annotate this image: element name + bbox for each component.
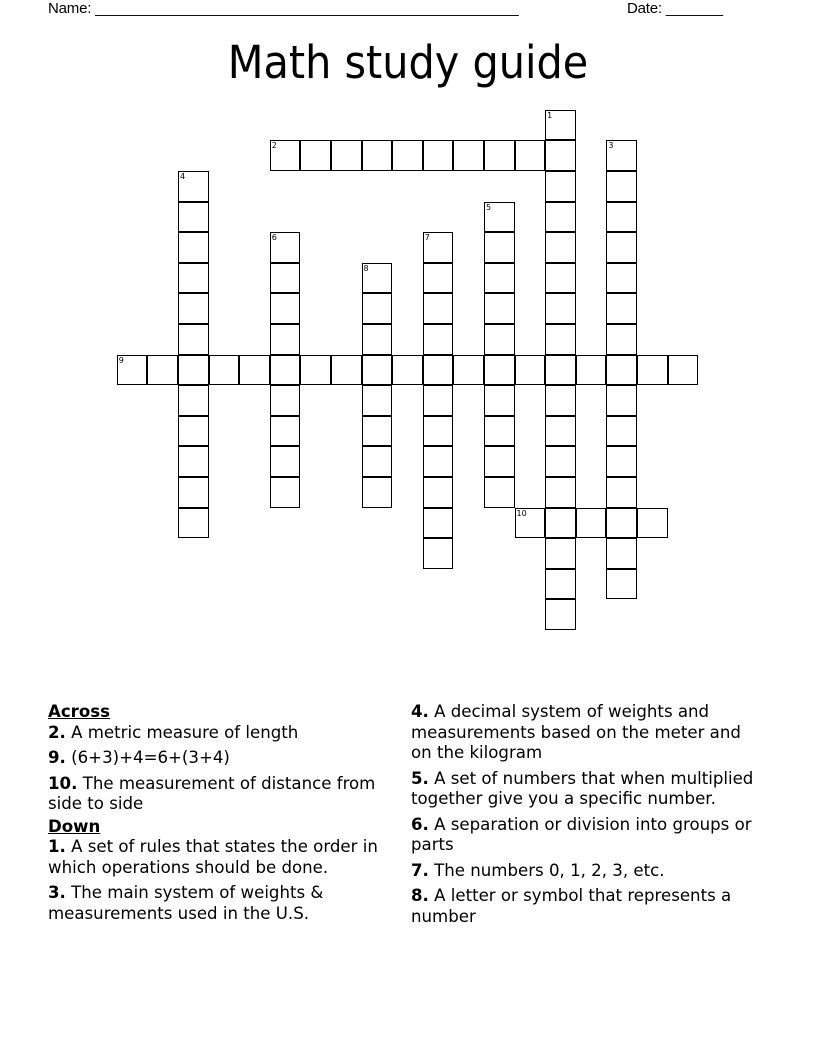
- clue-down-1: [48, 837, 398, 878]
- grid-cell[interactable]: [270, 324, 301, 355]
- grid-cell[interactable]: [545, 416, 576, 447]
- grid-cell[interactable]: [576, 355, 607, 386]
- grid-cell[interactable]: [362, 293, 393, 324]
- clue-number: 6.: [411, 814, 429, 834]
- grid-cell[interactable]: [484, 140, 515, 171]
- grid-cell[interactable]: [178, 416, 209, 447]
- grid-cell[interactable]: [545, 171, 576, 202]
- across-heading: Across: [48, 702, 111, 721]
- grid-cell[interactable]: [484, 202, 515, 233]
- grid-cell[interactable]: [545, 446, 576, 477]
- grid-cell[interactable]: [362, 263, 393, 294]
- grid-cell[interactable]: [270, 293, 301, 324]
- grid-cell[interactable]: [423, 140, 454, 171]
- cell-number: 8: [363, 263, 369, 273]
- grid-cell[interactable]: [178, 232, 209, 263]
- cell-number: 7: [424, 233, 430, 243]
- grid-cell[interactable]: [637, 508, 668, 539]
- grid-cell[interactable]: [606, 202, 637, 233]
- cell-number: 3: [608, 141, 614, 151]
- grid-cell[interactable]: [545, 293, 576, 324]
- cell-number: 1: [547, 110, 553, 120]
- grid-cell[interactable]: [209, 355, 240, 386]
- grid-cell[interactable]: [484, 385, 515, 416]
- clue-number: 7.: [411, 860, 429, 880]
- name-label: Name:: [48, 0, 92, 17]
- grid-cell[interactable]: [270, 477, 301, 508]
- grid-cell[interactable]: [484, 355, 515, 386]
- grid-cell[interactable]: [178, 171, 209, 202]
- grid-cell[interactable]: [178, 385, 209, 416]
- grid-cell[interactable]: [423, 508, 454, 539]
- grid-cell[interactable]: [606, 385, 637, 416]
- grid-cell[interactable]: [270, 416, 301, 447]
- cell-number: 6: [271, 233, 277, 243]
- grid-cell[interactable]: [178, 293, 209, 324]
- grid-cell[interactable]: [606, 171, 637, 202]
- grid-cell[interactable]: [453, 355, 484, 386]
- grid-cell[interactable]: [362, 355, 393, 386]
- clue-text: A decimal system of weights and measurements based on the meter and on the kilogram: [411, 702, 741, 762]
- grid-cell[interactable]: [423, 324, 454, 355]
- clue-down-4: [411, 702, 761, 764]
- grid-cell[interactable]: [545, 140, 576, 171]
- grid-cell[interactable]: [331, 355, 362, 386]
- grid-cell[interactable]: [545, 477, 576, 508]
- grid-cell[interactable]: [545, 263, 576, 294]
- grid-cell[interactable]: [423, 355, 454, 386]
- grid-cell[interactable]: [362, 140, 393, 171]
- clue-text: A letter or symbol that represents a number: [411, 886, 732, 926]
- clue-down-7: [411, 861, 761, 882]
- grid-cell[interactable]: [423, 293, 454, 324]
- grid-cell[interactable]: [545, 599, 576, 630]
- grid-cell[interactable]: [545, 569, 576, 600]
- grid-cell[interactable]: [270, 385, 301, 416]
- grid-cell[interactable]: [178, 324, 209, 355]
- grid-cell[interactable]: [362, 385, 393, 416]
- page-title: Math study guide: [227, 36, 589, 89]
- clues-right-column: [411, 702, 761, 932]
- grid-cell[interactable]: [484, 416, 515, 447]
- grid-cell[interactable]: [270, 355, 301, 386]
- grid-cell[interactable]: [362, 324, 393, 355]
- clues-left-column: [48, 702, 398, 929]
- grid-cell[interactable]: [545, 538, 576, 569]
- grid-cell[interactable]: [545, 202, 576, 233]
- date-label: Date:: [627, 0, 662, 17]
- grid-cell[interactable]: [423, 477, 454, 508]
- clue-across-9: [48, 748, 398, 769]
- grid-cell[interactable]: [178, 202, 209, 233]
- grid-cell[interactable]: [545, 110, 576, 141]
- grid-cell[interactable]: [392, 355, 423, 386]
- cell-number: 2: [271, 141, 277, 151]
- grid-cell[interactable]: [270, 446, 301, 477]
- grid-cell[interactable]: [606, 355, 637, 386]
- grid-cell[interactable]: [545, 232, 576, 263]
- grid-cell[interactable]: [239, 355, 270, 386]
- grid-cell[interactable]: [545, 324, 576, 355]
- cell-number: 9: [118, 355, 124, 365]
- grid-cell[interactable]: [484, 324, 515, 355]
- clue-across-2: [48, 723, 398, 744]
- clue-down-6: [411, 815, 761, 856]
- grid-cell[interactable]: [606, 446, 637, 477]
- grid-cell[interactable]: [606, 324, 637, 355]
- grid-cell[interactable]: [423, 263, 454, 294]
- grid-cell[interactable]: [668, 355, 699, 386]
- grid-cell[interactable]: [362, 477, 393, 508]
- grid-cell[interactable]: [606, 538, 637, 569]
- grid-cell[interactable]: [606, 140, 637, 171]
- clue-number: 9.: [48, 748, 66, 767]
- grid-cell[interactable]: [484, 232, 515, 263]
- grid-cell[interactable]: [178, 263, 209, 294]
- clue-text: (6+3)+4=6+(3+4): [71, 748, 230, 767]
- grid-cell[interactable]: [423, 446, 454, 477]
- cell-number: 4: [179, 171, 186, 181]
- down-heading: Down: [48, 816, 101, 836]
- grid-cell[interactable]: [331, 140, 362, 171]
- grid-cell[interactable]: [606, 293, 637, 324]
- clue-number: 4.: [411, 702, 429, 721]
- clue-down-8: [411, 886, 761, 927]
- clue-down-3: [48, 883, 398, 924]
- grid-cell[interactable]: [515, 508, 546, 539]
- grid-cell[interactable]: [147, 355, 178, 386]
- grid-cell[interactable]: [606, 232, 637, 263]
- grid-cell[interactable]: [545, 508, 576, 539]
- clue-across-10: [48, 774, 398, 815]
- clue-number: 2.: [48, 722, 66, 742]
- clue-text: The main system of weights & measurements used in the U.S.: [48, 883, 324, 923]
- grid-cell[interactable]: [545, 355, 576, 386]
- grid-cell[interactable]: [606, 508, 637, 539]
- grid-cell[interactable]: [392, 140, 423, 171]
- clue-text: A set of rules that states the order in which operations should be done.: [48, 837, 378, 877]
- grid-cell[interactable]: [178, 477, 209, 508]
- clue-number: 10.: [48, 773, 78, 793]
- grid-cell[interactable]: [637, 355, 668, 386]
- grid-cell[interactable]: [606, 416, 637, 447]
- grid-cell[interactable]: [423, 232, 454, 263]
- grid-cell[interactable]: [453, 140, 484, 171]
- grid-cell[interactable]: [484, 263, 515, 294]
- date-line[interactable]: _______: [665, 0, 723, 17]
- clue-text: The measurement of distance from side to side: [48, 773, 376, 813]
- grid-cell[interactable]: [484, 293, 515, 324]
- clue-number: 1.: [48, 837, 66, 856]
- grid-cell[interactable]: [515, 355, 546, 386]
- clue-text: A set of numbers that when multiplied together give you a specific number.: [411, 768, 754, 808]
- clue-number: 5.: [411, 768, 429, 788]
- cell-number: 10: [516, 508, 527, 518]
- grid-cell[interactable]: [270, 263, 301, 294]
- grid-cell[interactable]: [423, 416, 454, 447]
- grid-cell[interactable]: [606, 477, 637, 508]
- grid-cell[interactable]: [606, 263, 637, 294]
- grid-cell[interactable]: [117, 355, 148, 386]
- grid-cell[interactable]: [515, 140, 546, 171]
- clue-number: 8.: [411, 886, 429, 905]
- grid-cell[interactable]: [423, 538, 454, 569]
- grid-cell[interactable]: [362, 446, 393, 477]
- grid-cell[interactable]: [270, 232, 301, 263]
- grid-cell[interactable]: [484, 477, 515, 508]
- grid-cell[interactable]: [545, 385, 576, 416]
- grid-cell[interactable]: [270, 140, 301, 171]
- clue-text: A metric measure of length: [71, 722, 299, 742]
- clue-down-5: [411, 769, 761, 810]
- grid-cell[interactable]: [300, 355, 331, 386]
- grid-cell[interactable]: [178, 355, 209, 386]
- cell-number: 5: [485, 202, 492, 212]
- clue-text: The numbers 0, 1, 2, 3, etc.: [434, 860, 665, 880]
- clue-text: A separation or division into groups or parts: [411, 814, 752, 854]
- grid-cell[interactable]: [178, 446, 209, 477]
- grid-cell[interactable]: [484, 446, 515, 477]
- grid-cell[interactable]: [576, 508, 607, 539]
- grid-cell[interactable]: [362, 416, 393, 447]
- grid-cell[interactable]: [300, 140, 331, 171]
- grid-cell[interactable]: [423, 385, 454, 416]
- grid-cell[interactable]: [606, 569, 637, 600]
- name-line[interactable]: ____________________________________________________: [95, 0, 519, 17]
- grid-cell[interactable]: [178, 508, 209, 539]
- clue-number: 3.: [48, 883, 66, 902]
